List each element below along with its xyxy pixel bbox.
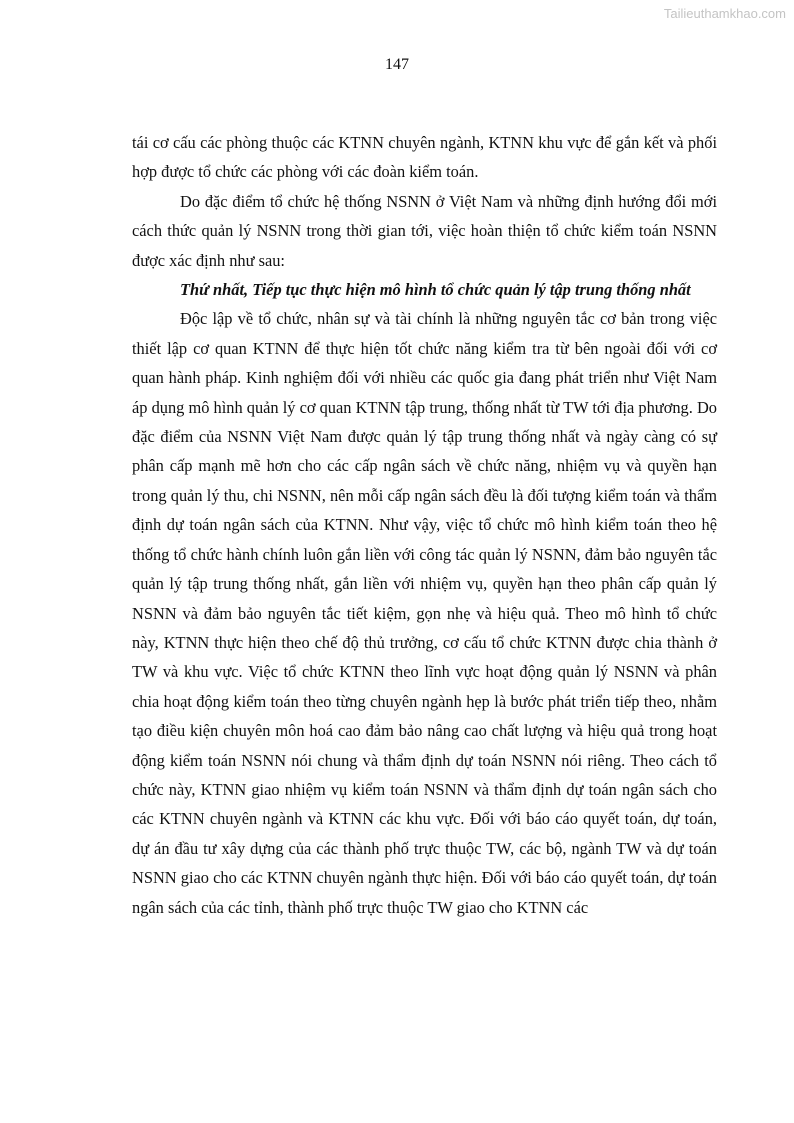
watermark-text: Tailieuthamkhao.com: [663, 6, 786, 21]
page-number: 147: [385, 56, 409, 73]
paragraph-continuation: tái cơ cấu các phòng thuộc các KTNN chuyên ngành, KTNN khu vực để gắn kết và phối hợp được tổ chức các phòng với các đoàn kiểm toán.: [132, 133, 717, 182]
document-body: [132, 128, 717, 922]
paragraph-intro: Do đặc điểm tổ chức hệ thống NSNN ở Việt Nam và những định hướng đổi mới cách thức quản lý NSNN trong thời gian tới, việc hoàn thiện tổ chức kiểm toán NSNN được xác định như sau:: [132, 191, 717, 270]
section-heading: Thứ nhất, Tiếp tục thực hiện mô hình tổ chức quản lý tập trung thống nhất: [180, 280, 691, 300]
paragraph-main: Độc lập về tổ chức, nhân sự và tài chính là những nguyên tắc cơ bản trong việc thiết lập cơ quan KTNN để thực hiện tốt chức năng kiểm tra từ bên ngoài đối với cơ quan hành pháp. Kinh nghiệm đối với nhiều các quốc gia đang phát triển như Việt Nam áp dụng mô hình quản lý cơ quan KTNN tập trung, thống nhất từ TW tới địa phương. Do đặc điểm của NSNN Việt Nam được quản lý tập trung thống nhất và ngày càng có sự phân cấp mạnh mẽ hơn cho các cấp ngân sách về chức năng, nhiệm vụ và quyền hạn trong quản lý thu, chi NSNN, nên mỗi cấp ngân sách đều là đối tượng kiểm toán và thẩm định dự toán ngân sách của KTNN. Như vậy, việc tổ chức mô hình kiểm toán theo hệ thống tổ chức hành chính luôn gắn liền với công tác quản lý NSNN, đảm bảo nguyên tắc quản lý tập trung thống nhất, gắn liền với nhiệm vụ, quyền hạn theo phân cấp quản lý NSNN và đảm bảo nguyên tắc tiết kiệm, gọn nhẹ và hiệu quả. Theo mô hình tổ chức này, KTNN thực hiện theo chế độ thủ trưởng, cơ cấu tổ chức KTNN được chia thành ở TW và khu vực. Việc tổ chức KTNN theo lĩnh vực hoạt động quản lý NSNN và phân chia hoạt động kiểm toán theo từng chuyên ngành hẹp là bước phát triển tiếp theo, nhằm tạo điều kiện chuyên môn hoá cao đảm bảo nâng cao chất lượng và hiệu quả trong hoạt động kiểm toán NSNN nói chung và thẩm định dự toán NSNN nói riêng. Theo cách tổ chức này, KTNN giao nhiệm vụ kiểm toán NSNN và thẩm định dự toán ngân sách cho các KTNN chuyên ngành và KTNN các khu vực. Đối với báo cáo quyết toán, dự toán, dự án đầu tư xây dựng của các thành phố trực thuộc TW, các bộ, ngành TW và dự toán NSNN giao cho các KTNN chuyên ngành thực hiện. Đối với báo cáo quyết toán, dự toán ngân sách của các tỉnh, thành phố trực thuộc TW giao cho KTNN các: [132, 309, 717, 917]
